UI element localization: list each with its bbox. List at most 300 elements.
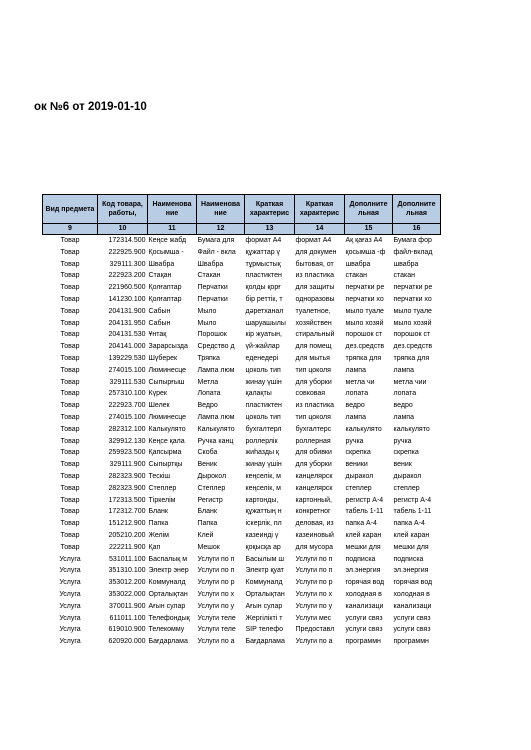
table-cell: Бағдарлама: [245, 638, 285, 646]
table-cell: Кеңсе жабд: [148, 237, 187, 244]
table-cell: Тескіш: [148, 472, 171, 480]
table-cell: 222211.900: [109, 543, 146, 551]
table-cell: швабра: [393, 260, 419, 268]
table-cell: Товар: [60, 237, 80, 244]
table-cell: 172313.500: [108, 496, 146, 504]
table-cell: Товар: [60, 402, 80, 410]
table-cell: 222923.200: [108, 272, 146, 280]
table-cell: для помещ: [295, 343, 332, 351]
table-cell: кеңселік, м: [245, 472, 281, 480]
table-cell: құжаттың н: [245, 508, 282, 516]
table-cell: 204131.530: [108, 331, 146, 339]
table-cell: скрепка: [393, 449, 419, 457]
table-cell: еденедері: [245, 354, 279, 362]
table-cell: тип цоколя: [295, 366, 331, 374]
table-cell: роллерлік: [245, 437, 278, 445]
table-cell: картонды,: [245, 496, 279, 504]
table-cell: дез.средств: [345, 343, 385, 351]
table-cell: совковая: [295, 390, 326, 398]
table-cell: эл.энергия: [393, 567, 429, 575]
table-cell: жинау үшін: [245, 461, 282, 469]
table-cell: тип цоколя: [295, 413, 331, 421]
column-header: Наименова ние: [197, 195, 245, 224]
table-cell: Услуги по п: [295, 555, 333, 563]
table-cell: Сабын: [148, 307, 171, 315]
table-cell: 353012.200: [108, 579, 146, 587]
table-row: [43, 388, 441, 400]
table-cell: 204131.950: [108, 319, 146, 327]
table-cell: Тіркелім: [148, 496, 176, 504]
table-cell: 204141.000: [108, 343, 146, 351]
table-row: [43, 377, 441, 389]
table-cell: 329111.300: [109, 260, 146, 268]
table-cell: тұрмыстық: [245, 260, 281, 268]
table-cell: бухгалтерс: [295, 425, 332, 433]
table-cell: Калькулято: [197, 425, 235, 433]
table-row: [43, 318, 441, 330]
table-cell: SIP телефо: [245, 626, 284, 634]
table-cell: қоқысқа ар: [245, 543, 281, 551]
table-cell: жиһазды қ: [245, 449, 279, 457]
table-cell: 259923.500: [108, 449, 146, 457]
column-number: 10: [98, 224, 148, 235]
table-cell: Бағдарлама: [148, 638, 188, 646]
table-row: [43, 636, 441, 648]
table-cell: Бумага фор: [393, 237, 432, 244]
table-cell: 370011.900: [109, 602, 146, 610]
column-header: Краткая характерис: [295, 195, 345, 224]
table-cell: Жергілікті т: [245, 614, 283, 622]
table-cell: для мусора: [295, 543, 333, 551]
table-cell: мыло туале: [345, 307, 384, 315]
table-cell: Қосымша -: [148, 248, 184, 256]
table-cell: пластиктен: [245, 272, 282, 280]
table-cell: Товар: [60, 378, 80, 386]
table-row: [43, 589, 441, 601]
table-cell: Басылым ш: [245, 555, 285, 563]
table-row: [43, 436, 441, 448]
table-cell: 329111.900: [109, 461, 146, 469]
table-cell: веники: [345, 461, 368, 469]
table-cell: Услуги по х: [295, 590, 333, 598]
table-cell: для мытья: [295, 354, 330, 362]
table-row: [43, 459, 441, 471]
table-cell: мешки для: [393, 543, 429, 551]
table-cell: метла чи: [345, 378, 375, 386]
column-number: 16: [393, 224, 441, 235]
table-header-row: [43, 195, 441, 224]
table-cell: Средство д: [197, 343, 235, 351]
table-cell: 620920.000: [108, 638, 146, 646]
table-cell: Ұнтақ: [148, 331, 167, 339]
table-cell: 329912.130: [108, 437, 146, 445]
table-cell: Товар: [60, 449, 80, 457]
table-cell: Коммуналд: [245, 579, 283, 587]
table-cell: канцелярск: [295, 472, 333, 480]
table-row: [43, 259, 441, 271]
table-cell: Веник: [197, 461, 217, 469]
table-cell: Товар: [60, 319, 80, 327]
table-row: [43, 270, 441, 282]
table-cell: холодная в: [393, 590, 430, 598]
table-cell: қосымша -ф: [345, 248, 386, 256]
table-cell: Папка: [197, 520, 218, 528]
table-cell: метла чии: [393, 378, 427, 386]
table-cell: Степлер: [197, 484, 226, 492]
table-cell: 139229.530: [108, 354, 146, 362]
table-cell: программн: [393, 638, 429, 646]
table-cell: бухгалтерл: [245, 425, 282, 433]
column-number: 11: [148, 224, 197, 235]
table-cell: подписка: [345, 555, 376, 563]
table-cell: Перчатки: [197, 284, 228, 292]
table-row: [43, 329, 441, 341]
table-cell: Стакан: [197, 272, 221, 280]
table-cell: Папка: [148, 520, 169, 528]
table-cell: канализаци: [345, 602, 384, 610]
table-cell: Сабын: [148, 319, 171, 327]
table-cell: 141230.100: [108, 295, 146, 303]
table-cell: Товар: [60, 354, 80, 362]
table-cell: скрепка: [345, 449, 371, 457]
column-header: Дополните льная: [393, 195, 441, 224]
table-cell: горячая вод: [393, 579, 433, 587]
table-cell: Қапсырма: [148, 449, 182, 457]
table-cell: Швабра: [148, 260, 175, 268]
table-cell: 351310.100: [108, 567, 146, 575]
table-cell: калькулято: [345, 425, 382, 433]
table-cell: эл.энергия: [345, 567, 381, 575]
table-cell: Товар: [60, 248, 80, 256]
table-cell: Товар: [60, 531, 80, 539]
table-row: [43, 471, 441, 483]
table-cell: Желім: [148, 531, 169, 539]
table-cell: программн: [345, 638, 381, 646]
table-cell: стиральный: [295, 331, 335, 339]
table-cell: Люминесце: [148, 366, 187, 374]
table-cell: Күрек: [148, 390, 167, 398]
table-cell: Товар: [60, 520, 80, 528]
table-cell: Перчатки: [197, 295, 228, 303]
table-cell: Услуги по а: [295, 638, 333, 646]
table-cell: Товар: [60, 496, 80, 504]
table-cell: Товар: [60, 437, 80, 445]
table-cell: регистр А-4: [345, 496, 384, 504]
table-cell: Электр энер: [148, 567, 189, 575]
table-cell: лопата: [345, 390, 369, 398]
table-cell: Люминесце: [148, 413, 187, 421]
table-cell: перчатки хо: [393, 295, 432, 303]
table-row: [43, 495, 441, 507]
table-cell: қалақты: [245, 390, 272, 398]
table-cell: Товар: [60, 543, 80, 551]
column-number: 14: [295, 224, 345, 235]
table-cell: Кеңсе қала: [148, 437, 185, 445]
table-cell: Услуги по х: [197, 590, 235, 598]
table-cell: Ағын сулар: [245, 602, 283, 610]
table-cell: Товар: [60, 484, 80, 492]
table-cell: Бланк: [197, 508, 217, 516]
table-cell: Услуги по у: [295, 602, 333, 610]
table-cell: лампа: [345, 366, 366, 374]
table-cell: для защиты: [295, 284, 335, 292]
table-cell: 221960.500: [108, 284, 146, 292]
table-cell: подписка: [393, 555, 424, 563]
table-cell: Предоставл: [295, 626, 335, 634]
table-cell: 151212.900: [108, 520, 146, 528]
table-row: [43, 424, 441, 436]
table-cell: кір жуатын,: [245, 331, 282, 339]
table-cell: Товар: [60, 461, 80, 469]
table-cell: Услуга: [59, 614, 81, 622]
table-cell: Орталықтан: [148, 590, 188, 598]
table-cell: Товар: [60, 272, 80, 280]
column-header: Дополните льная: [345, 195, 393, 224]
table-row: [43, 412, 441, 424]
table-cell: бытовая, от: [295, 260, 334, 268]
table-cell: Мыло: [197, 319, 217, 327]
table-cell: ручка: [393, 437, 412, 445]
table-cell: Товар: [60, 307, 80, 315]
table-cell: перчатки ре: [393, 284, 433, 292]
table-row: [43, 247, 441, 259]
table-row: [43, 554, 441, 566]
table-cell: Телефондық: [148, 614, 190, 622]
table-cell: Услуги по а: [197, 638, 235, 646]
table-cell: Услуга: [59, 567, 81, 575]
table-cell: хозяйствен: [295, 319, 332, 327]
table-cell: 172314.500: [108, 237, 146, 244]
table-cell: Услуга: [59, 590, 81, 598]
table-cell: 257310.100: [108, 390, 146, 398]
table-cell: Калькулято: [148, 425, 186, 433]
table-cell: Бланк: [148, 508, 168, 516]
table-cell: горячая вод: [345, 579, 385, 587]
table-cell: табель 1-11: [393, 508, 432, 516]
table-cell: Ақ қағаз А4: [345, 237, 383, 244]
table-row: [43, 282, 441, 294]
table-row: [43, 294, 441, 306]
table-cell: 222923.700: [108, 402, 146, 410]
table-cell: степлер: [345, 484, 372, 492]
table-cell: 205210.200: [108, 531, 146, 539]
table-cell: Регистр: [197, 496, 223, 504]
table-cell: для уборки: [295, 461, 332, 469]
table-cell: мешки для: [345, 543, 381, 551]
table-cell: Бумага для: [197, 237, 235, 244]
table-cell: мыло хозяй: [345, 319, 384, 327]
table-cell: Товар: [60, 260, 80, 268]
column-header: Код товара, работы,: [98, 195, 148, 224]
table-cell: Ручка канц: [197, 437, 234, 445]
table-row: [43, 483, 441, 495]
table-cell: 274015.100: [108, 366, 146, 374]
table-cell: Услуги теле: [197, 626, 236, 634]
table-cell: услуги связ: [345, 626, 383, 634]
table-cell: Порошок: [197, 331, 227, 339]
table-row: [43, 601, 441, 613]
table-row: [43, 235, 441, 247]
table-cell: Ведро: [197, 402, 218, 410]
table-row: [43, 306, 441, 318]
table-cell: веник: [393, 461, 412, 469]
table-cell: 619010.900: [108, 626, 146, 634]
table-cell: Товар: [60, 331, 80, 339]
table-cell: Товар: [60, 425, 80, 433]
table-cell: 282323.900: [108, 484, 146, 492]
table-cell: стакан: [393, 272, 415, 280]
table-cell: услуги связ: [345, 614, 383, 622]
table-cell: тряпка для: [345, 354, 382, 362]
table-cell: Товар: [60, 284, 80, 292]
table-cell: Лампа люм: [197, 413, 235, 421]
table-cell: Тряпка: [197, 354, 220, 362]
table-row: [43, 530, 441, 542]
table-cell: Ағын сулар: [148, 602, 186, 610]
table-cell: Электр қуат: [245, 567, 284, 575]
table-cell: калькулято: [393, 425, 430, 433]
table-cell: цоколь тип: [245, 366, 281, 374]
table-cell: одноразовы: [295, 295, 335, 303]
table-cell: перчатки хо: [345, 295, 384, 303]
table-cell: Орталықтан: [245, 590, 285, 598]
table-cell: Услуги мес: [295, 614, 332, 622]
table-cell: мыло туале: [393, 307, 432, 315]
table-cell: Услуга: [59, 579, 81, 587]
table-cell: Қолғаптар: [148, 284, 182, 292]
table-cell: порошок ст: [345, 331, 383, 339]
table-cell: үй-жайлар: [245, 343, 280, 351]
table-cell: туалетное,: [295, 307, 331, 315]
table-cell: дыракол: [345, 472, 374, 480]
table-cell: канцелярск: [295, 484, 333, 492]
table-cell: Қолғаптар: [148, 295, 182, 303]
table-cell: папка А-4: [345, 520, 377, 528]
table-cell: степлер: [393, 484, 420, 492]
table-cell: құжаттар ү: [245, 248, 281, 256]
table-row: [43, 400, 441, 412]
table-cell: Товар: [60, 366, 80, 374]
table-row: [43, 353, 441, 365]
table-cell: Файл - вкла: [197, 248, 236, 256]
table-cell: для обивки: [295, 449, 332, 457]
table-cell: для уборки: [295, 378, 332, 386]
table-cell: дез.средств: [393, 343, 433, 351]
table-cell: швабра: [345, 260, 371, 268]
table-cell: Услуга: [59, 638, 81, 646]
table-cell: Услуги по р: [295, 579, 333, 587]
table-cell: Услуги по п: [197, 555, 235, 563]
table-cell: 282312.100: [108, 425, 146, 433]
table-row: [43, 613, 441, 625]
table-cell: 282323.900: [108, 472, 146, 480]
table-cell: 531011.100: [109, 555, 146, 563]
table-cell: тряпка для: [393, 354, 430, 362]
table-cell: Мыло: [197, 307, 217, 315]
table-cell: казеинді ү: [245, 531, 279, 539]
column-number: 15: [345, 224, 393, 235]
column-header: Наименова ние: [148, 195, 197, 224]
table-cell: кеңселік, м: [245, 484, 281, 492]
table-cell: Услуга: [59, 555, 81, 563]
table-cell: регистр А-4: [393, 496, 432, 504]
table-cell: пластиктен: [245, 402, 282, 410]
table-row: [43, 518, 441, 530]
table-cell: картонный,: [295, 496, 332, 504]
table-row: [43, 447, 441, 459]
table-cell: Клей: [197, 531, 214, 539]
table-cell: порошок ст: [393, 331, 431, 339]
table-cell: Шелек: [148, 402, 170, 410]
table-cell: Услуги по п: [295, 567, 333, 575]
table-cell: дәретханал: [245, 307, 284, 315]
table-cell: Швабра: [197, 260, 224, 268]
items-table: [42, 194, 441, 648]
table-cell: Стақан: [148, 272, 172, 280]
table-cell: лопата: [393, 390, 417, 398]
table-body: [43, 235, 441, 648]
table-cell: перчатки ре: [345, 284, 385, 292]
column-header: Вид предмета: [43, 195, 98, 224]
table-column-number-row: [43, 224, 441, 235]
table-cell: для докумен: [295, 248, 337, 256]
table-cell: стакан: [345, 272, 367, 280]
table-cell: бір реттік, т: [245, 295, 283, 303]
table-cell: 611011.100: [109, 614, 146, 622]
column-number: 13: [245, 224, 295, 235]
table-cell: ведро: [345, 402, 365, 410]
table-cell: лампа: [393, 413, 414, 421]
table-cell: Услуги по п: [197, 567, 235, 575]
table-cell: папка А-4: [393, 520, 425, 528]
table-cell: қолды қорғ: [245, 284, 281, 292]
column-number: 9: [43, 224, 98, 235]
table-cell: формат А4: [295, 237, 332, 244]
table-cell: шаруашылы: [245, 319, 286, 327]
document-title: ок №6 от 2019-01-10: [34, 101, 147, 113]
table-cell: Коммуналд: [148, 579, 186, 587]
table-row: [43, 577, 441, 589]
table-cell: іскерлік, пл: [245, 520, 282, 528]
table-cell: деловая, из: [295, 520, 334, 528]
table-cell: формат А4: [245, 237, 282, 244]
table-row: [43, 565, 441, 577]
table-cell: Товар: [60, 295, 80, 303]
table-cell: Сыпыртқы: [148, 461, 183, 469]
table-cell: Телекомму: [148, 626, 185, 634]
table-cell: Услуга: [59, 602, 81, 610]
table-cell: клей каран: [345, 531, 382, 539]
table-cell: Товар: [60, 413, 80, 421]
table-cell: из пластика: [295, 272, 335, 280]
table-cell: 353022.000: [108, 590, 146, 598]
table-row: [43, 542, 441, 554]
table-cell: Қап: [148, 543, 161, 551]
table-cell: Метла: [197, 378, 219, 386]
column-header: Краткая характерис: [245, 195, 295, 224]
table-row: [43, 365, 441, 377]
table-cell: мыло хозяй: [393, 319, 432, 327]
table-cell: Услуги по р: [197, 579, 235, 587]
table-cell: Услуги по у: [197, 602, 235, 610]
table-cell: Услуги теле: [197, 614, 236, 622]
table-cell: Лампа люм: [197, 366, 235, 374]
table-cell: Дырокол: [197, 472, 227, 480]
table-cell: 172312.700: [108, 508, 146, 516]
table-cell: ведро: [393, 402, 413, 410]
table-cell: лампа: [345, 413, 366, 421]
table-cell: Услуга: [59, 626, 81, 634]
